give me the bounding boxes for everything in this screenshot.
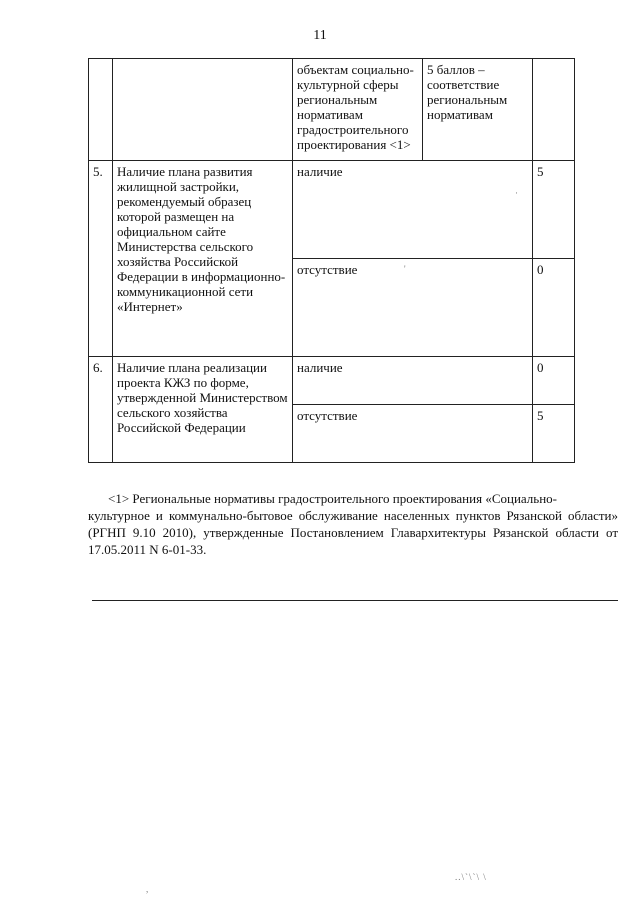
criteria-table	[88, 58, 575, 463]
scan-speck: '	[404, 264, 406, 274]
footnote-first-line: <1> Региональные нормативы градостроительного проектирования «Социально-	[108, 491, 558, 506]
score-cell	[533, 59, 575, 161]
row-number	[89, 59, 113, 161]
page-number: 11	[313, 28, 327, 43]
score-cell: 5	[533, 405, 575, 463]
footnote-continuation: культурное и коммунально-бытовое обслуживание населенных пунктов Рязанской области» (РГНП 9.10 2010), утвержденные Постановлением Главархитектуры Рязанской области от 17.05.2011 N 6-01-33.	[88, 508, 618, 557]
condition-cell: отсутствие	[293, 405, 533, 463]
table-row	[89, 357, 575, 405]
scan-speck: ·	[515, 188, 518, 198]
score-note-cell: 5 баллов – соответствие региональным нормативам	[423, 59, 533, 161]
footnote	[108, 490, 618, 507]
table-row	[89, 161, 575, 259]
row-number: 6.	[89, 357, 113, 463]
condition-cell: наличие	[293, 357, 533, 405]
criterion-cell: Наличие плана реализации проекта КЖЗ по форме, утвержденной Министерством сельского хозяйства Российской Федерации	[113, 357, 293, 463]
scan-speck: ,	[146, 884, 149, 894]
table-row	[89, 59, 575, 161]
criterion-cell	[113, 59, 293, 161]
footnote-separator	[92, 600, 618, 601]
scan-speck: ..\`\`\ \	[455, 872, 487, 882]
score-cell: 0	[533, 357, 575, 405]
score-cell: 5	[533, 161, 575, 259]
row-number: 5.	[89, 161, 113, 357]
condition-cell: наличие	[293, 161, 533, 259]
condition-cell: объектам социально-культурной сферы региональным нормативам градостроительного проектирования <1>	[293, 59, 423, 161]
criterion-cell: Наличие плана развития жилищной застройки, рекомендуемый образец которой размещен на официальном сайте Министерства сельского хозяйства Российской Федерации в информационно-коммуникационной сети «Интернет»	[113, 161, 293, 357]
score-cell: 0	[533, 259, 575, 357]
condition-cell: отсутствие	[293, 259, 533, 357]
